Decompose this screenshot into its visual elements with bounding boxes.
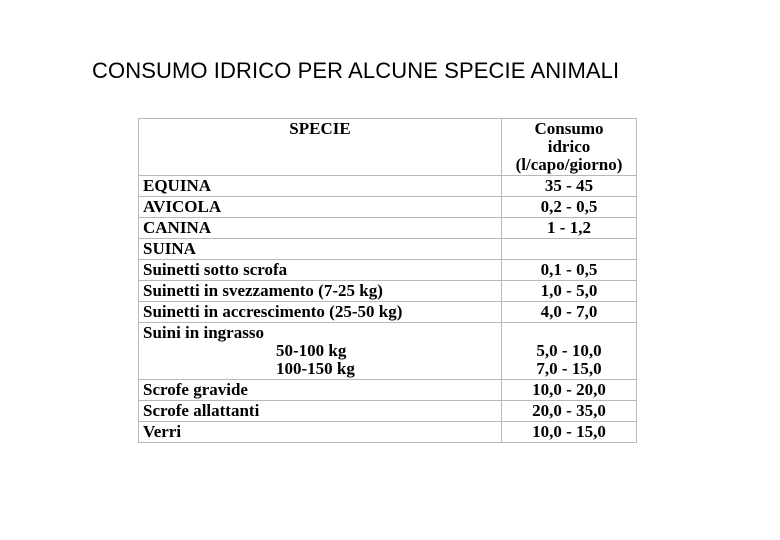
row-species: Suinetti sotto scrofa [139, 260, 502, 281]
row-species: CANINA [139, 218, 502, 239]
row-value: 35 - 45 [502, 176, 637, 197]
table-row-fattening [139, 323, 637, 380]
table-row [139, 380, 637, 401]
fattening-sub2-value: 7,0 - 15,0 [536, 359, 602, 378]
row-value: 10,0 - 20,0 [502, 380, 637, 401]
row-species: Suinetti in svezzamento (7-25 kg) [139, 281, 502, 302]
row-value: 1,0 - 5,0 [502, 281, 637, 302]
table-row [139, 197, 637, 218]
water-consumption-table [138, 118, 637, 443]
header-consumption [502, 119, 637, 176]
header-species: SPECIE [139, 119, 502, 176]
table-row [139, 281, 637, 302]
table-header-row [139, 119, 637, 176]
fattening-blank [506, 324, 632, 342]
row-species: Scrofe gravide [139, 380, 502, 401]
table-row [139, 422, 637, 443]
header-consumption-line1: Consumo [534, 119, 604, 138]
row-value: 4,0 - 7,0 [502, 302, 637, 323]
fattening-label: Suini in ingrasso [143, 323, 264, 342]
row-species-fattening [139, 323, 502, 380]
row-species: AVICOLA [139, 197, 502, 218]
row-species: Suinetti in accrescimento (25-50 kg) [139, 302, 502, 323]
table-row [139, 302, 637, 323]
row-species: SUINA [139, 239, 502, 260]
fattening-sub1-value: 5,0 - 10,0 [536, 341, 602, 360]
fattening-sub1-label: 50-100 kg [276, 341, 347, 360]
row-value: 20,0 - 35,0 [502, 401, 637, 422]
header-consumption-line3: (l/capo/giorno) [515, 155, 623, 174]
row-species: EQUINA [139, 176, 502, 197]
fattening-sub2-label: 100-150 kg [276, 359, 355, 378]
table-row [139, 218, 637, 239]
row-species: Scrofe allattanti [139, 401, 502, 422]
table-row [139, 176, 637, 197]
table-row [139, 260, 637, 281]
header-consumption-line2: idrico [547, 137, 591, 156]
page-title: CONSUMO IDRICO PER ALCUNE SPECIE ANIMALI [92, 58, 620, 83]
row-value-fattening [502, 323, 637, 380]
row-value: 0,2 - 0,5 [502, 197, 637, 218]
row-value: 1 - 1,2 [502, 218, 637, 239]
table-row [139, 401, 637, 422]
row-value: 10,0 - 15,0 [502, 422, 637, 443]
table-row [139, 239, 637, 260]
row-species: Verri [139, 422, 502, 443]
row-value [502, 239, 637, 260]
row-value: 0,1 - 0,5 [502, 260, 637, 281]
